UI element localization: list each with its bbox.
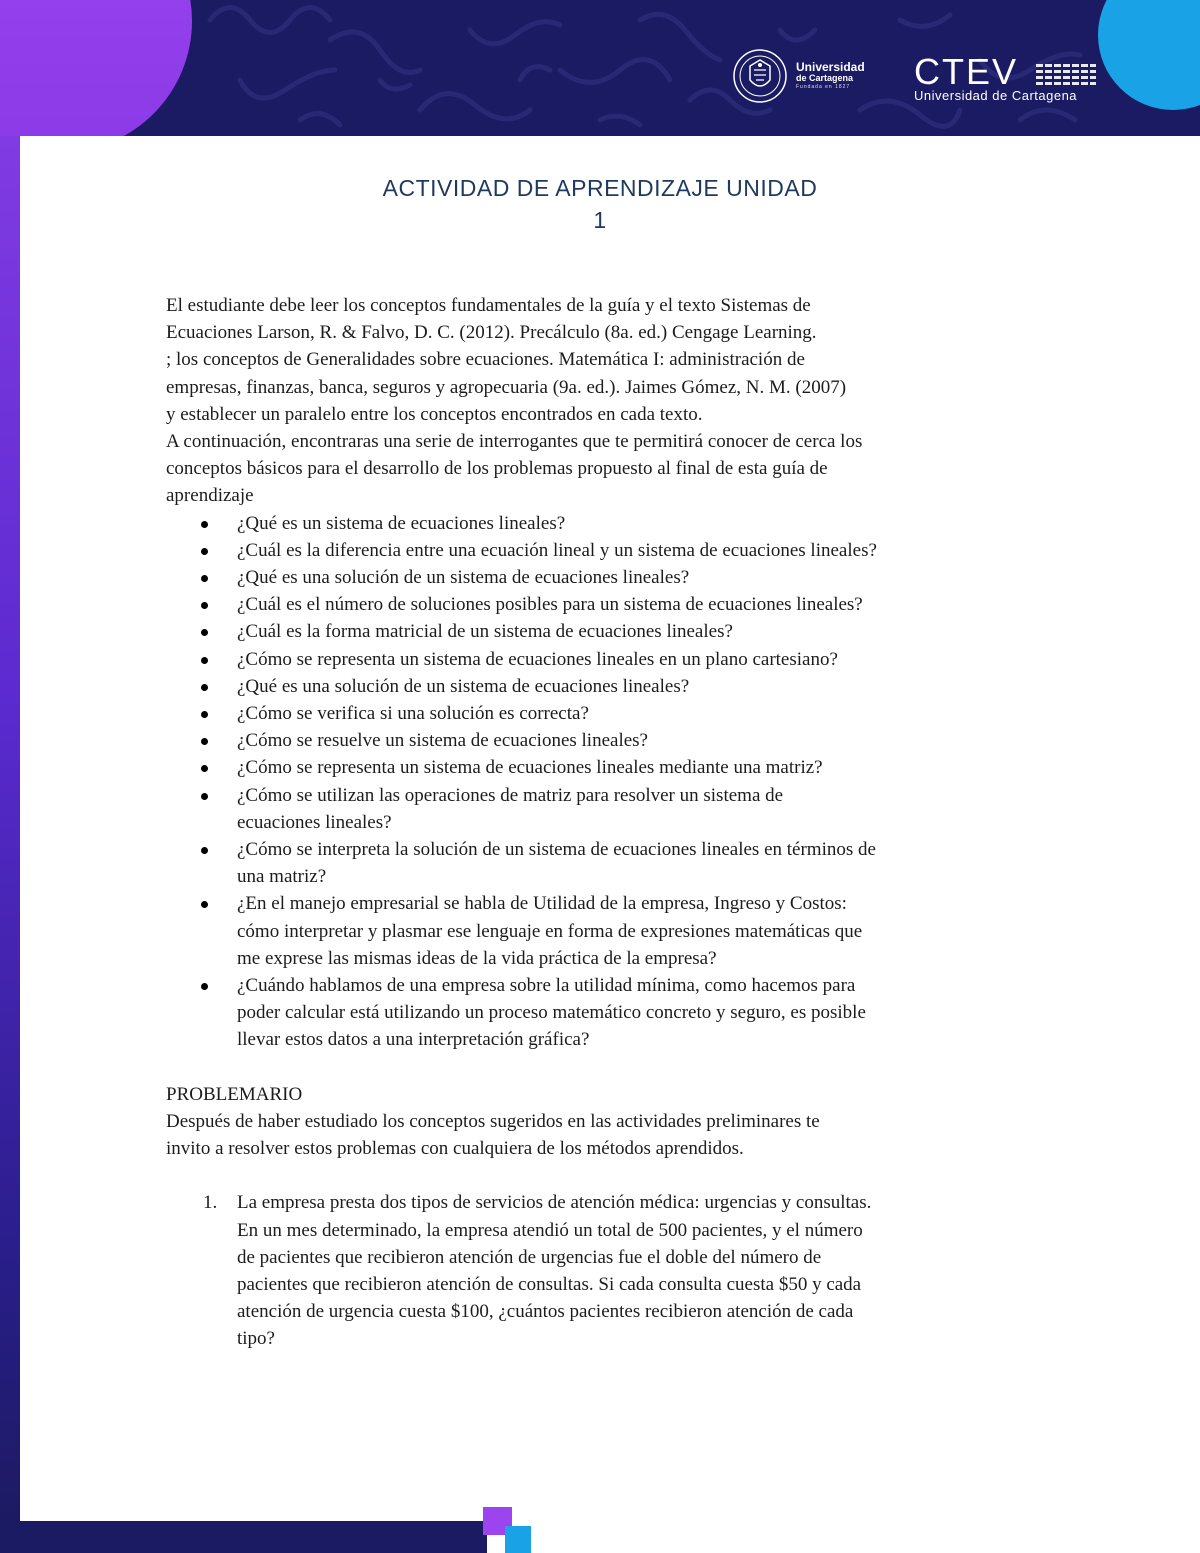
problemario-intro (166, 1108, 1046, 1162)
university-name-line1: Universidad (796, 60, 865, 74)
page-header-banner (0, 0, 1200, 136)
question-item (237, 890, 1037, 972)
problemario-intro-line: invito a resolver estos problemas con cualquiera de los métodos aprendidos. (166, 1138, 744, 1160)
intro-paragraph (166, 292, 1046, 510)
question-line: ¿Cuál es la forma matricial de un sistema de ecuaciones lineales? (237, 621, 733, 643)
question-item (237, 727, 1037, 754)
intro-line: aprendizaje (166, 485, 254, 507)
spacer (166, 1054, 1046, 1081)
question-item (237, 673, 1037, 700)
intro-line: empresas, finanzas, banca, seguros y agropecuaria (9a. ed.). Jaimes Gómez, N. M. (2007) (166, 376, 847, 398)
question-line: ¿Cómo se interpreta la solución de un sistema de ecuaciones lineales en términos de (237, 839, 876, 861)
problem-line: atención de urgencia cuesta $100, ¿cuántos pacientes recibieron atención de cada (237, 1301, 854, 1323)
question-line: ¿Cuál es la diferencia entre una ecuación lineal y un sistema de ecuaciones lineales? (237, 539, 877, 561)
question-line: llevar estos datos a una interpretación gráfica? (237, 1029, 590, 1051)
problem-line: tipo? (237, 1328, 275, 1350)
intro-line: A continuación, encontraras una serie de interrogantes que te permitirá conocer de cerca los (166, 431, 863, 453)
question-line: ¿Qué es un sistema de ecuaciones lineales? (237, 512, 566, 534)
question-item (237, 537, 1037, 564)
problems-list (166, 1189, 1046, 1352)
intro-line: ; los conceptos de Generalidades sobre ecuaciones. Matemática I: administración de (166, 349, 805, 371)
universidad-de-cartagena-logo (732, 48, 865, 104)
question-line: ¿Cómo se representa un sistema de ecuaciones lineales mediante una matriz? (237, 757, 823, 779)
question-line: una matriz? (237, 866, 327, 888)
question-item (237, 510, 1037, 537)
title-line-1: ACTIVIDAD DE APRENDIZAJE UNIDAD (382, 175, 818, 201)
question-item (237, 754, 1037, 781)
problem-line: pacientes que recibieron atención de consultas. Si cada consulta cuesta $50 y cada (237, 1273, 862, 1295)
question-line: ¿Cuál es el número de soluciones posibles para un sistema de ecuaciones lineales? (237, 594, 863, 616)
problem-line: La empresa presta dos tipos de servicios de atención médica: urgencias y consultas. (237, 1192, 872, 1214)
problemario-intro-line: Después de haber estudiado los conceptos sugeridos en las actividades preliminares te (166, 1110, 820, 1132)
university-seal-icon (732, 48, 788, 104)
question-item (237, 618, 1037, 645)
intro-line: Ecuaciones Larson, R. & Falvo, D. C. (2012). Precálculo (8a. ed.) Cengage Learning. (166, 322, 817, 344)
ctev-logo (914, 51, 1078, 104)
question-item (237, 646, 1037, 673)
question-line: ¿Cómo se utilizan las operaciones de matriz para resolver un sistema de (237, 784, 784, 806)
intro-line: y establecer un paralelo entre los conceptos encontrados en cada texto. (166, 403, 703, 425)
question-line: cómo interpretar y plasmar ese lenguaje en forma de expresiones matemáticas que (237, 920, 863, 942)
question-item (237, 700, 1037, 727)
question-line: ¿En el manejo empresarial se habla de Utilidad de la empresa, Ingreso y Costos: (237, 893, 847, 915)
question-line: ¿Qué es una solución de un sistema de ecuaciones lineales? (237, 675, 690, 697)
university-motto: Fundada en 1827 (796, 84, 851, 90)
question-line: ¿Cómo se representa un sistema de ecuaciones lineales en un plano cartesiano? (237, 648, 838, 670)
problem-item (203, 1189, 1037, 1352)
footer-blue-square (505, 1526, 531, 1553)
footer-bar (0, 1521, 487, 1553)
problem-line: de pacientes que recibieron atención de urgencias fue el doble del número de (237, 1246, 822, 1268)
question-line: ¿Cómo se verifica si una solución es correcta? (237, 703, 589, 725)
left-gradient-bar (0, 0, 20, 1553)
question-line: ¿Qué es una solución de un sistema de ecuaciones lineales? (237, 567, 690, 589)
spacer (166, 1162, 1046, 1189)
question-line: ¿Cómo se resuelve un sistema de ecuaciones lineales? (237, 730, 648, 752)
intro-line: conceptos básicos para el desarrollo de los problemas propuesto al final de esta guía de (166, 458, 828, 480)
question-item (237, 972, 1037, 1054)
intro-line: El estudiante debe leer los conceptos fundamentales de la guía y el texto Sistemas de (166, 295, 811, 316)
ctev-tagline-graphic (1036, 64, 1096, 88)
document-title (300, 172, 900, 236)
problem-line: En un mes determinado, la empresa atendió un total de 500 pacientes, y el número (237, 1219, 863, 1241)
document-body (166, 292, 1046, 1353)
question-line: ¿Cuándo hablamos de una empresa sobre la utilidad mínima, como hacemos para (237, 975, 856, 997)
ctev-wordmark: CTEV (914, 51, 1019, 92)
question-line: me exprese las mismas ideas de la vida práctica de la empresa? (237, 947, 717, 969)
questions-list (166, 510, 1046, 1054)
question-line: poder calcular está utilizando un proceso matemático concreto y seguro, es posible (237, 1002, 866, 1024)
problem-number: 1. (203, 1192, 218, 1214)
university-name-line2: de Cartagena (796, 73, 854, 83)
ctev-subtitle: Universidad de Cartagena (914, 88, 1078, 103)
question-item (237, 836, 1037, 890)
question-line: ecuaciones lineales? (237, 811, 392, 833)
question-item (237, 782, 1037, 836)
question-item (237, 564, 1037, 591)
title-line-2: 1 (593, 207, 607, 233)
problemario-heading: PROBLEMARIO (166, 1083, 303, 1105)
question-item (237, 591, 1037, 618)
